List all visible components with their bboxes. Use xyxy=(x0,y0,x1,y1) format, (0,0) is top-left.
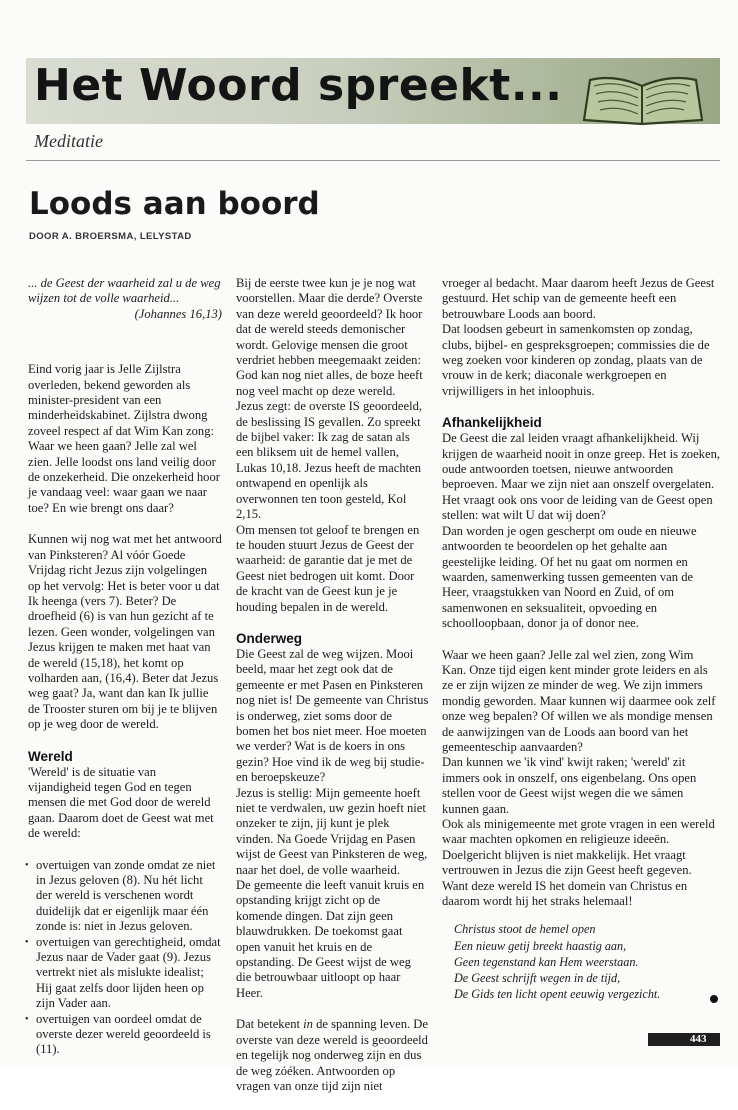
subheading-wereld: Wereld xyxy=(28,748,73,764)
paragraph: 'Wereld' is de situatie van vijandigheid tegen God en tegen mensen die met God door de wereld gaan. Daarom doet de Geest wat met de wereld: xyxy=(28,764,214,841)
text-run: Dat betekent xyxy=(236,1017,304,1032)
column-2 xyxy=(236,276,429,1110)
poem-line: Geen tegenstand kan Hem weerstaan. xyxy=(454,954,639,969)
byline: DOOR A. BROERSMA, LELYSTAD xyxy=(29,231,192,242)
end-of-article-mark xyxy=(710,995,718,1003)
closing-poem xyxy=(454,921,720,1002)
list-item: • overtuigen van gerechtigheid, omdat Jezus naar de Vader gaat (9). Jezus vertrekt niet als mislukte idealist; Hij gaat zelfs door lijden heen op zijn Vader aan. xyxy=(28,935,222,1012)
column-1 xyxy=(28,276,222,1058)
series-title: Het Woord spreekt... xyxy=(34,60,563,111)
paragraph: Om mensen tot geloof te brengen en te houden stuurt Jezus de Geest der waarheid: de garantie dat je met de Geest niet bedrogen uit komt. Door de kracht van de Geest kun je je houding bepalen in de wereld. xyxy=(236,522,420,614)
text-run: de spanning leven. De overste van deze wereld is geoordeeld en tegelijk nog onderweg zijn en dus de weg zóéken. Antwoorden op vragen van onze tijd zijn niet xyxy=(236,1017,428,1093)
paragraph: Kunnen wij nog wat met het antwoord van Pinksteren? Al vóór Goede Vrijdag richt Jezus zijn volgelingen op het vervolg: Het is beter voor u dat Ik heenga (vers 7). Beter? De droefheid (6) is van hun gezicht af te lezen. Geen wonder, volgelingen van Jezus krijgen te maken met haat van de wereld (15,18), het komt op volharden aan, (16,4). Beter dat Jezus weg gaat? Ja, want dan kan Ik jullie de Trooster sturen om bij je te blijven op je weg door de wereld. xyxy=(28,532,222,732)
poem-line: Een nieuw getij breekt haastig aan, xyxy=(454,938,627,953)
poem-line: De Gids ten licht opent eeuwig vergezicht. xyxy=(454,987,661,1002)
paragraph: Bij de eerste twee kun je je nog wat voorstellen. Maar die derde? Overste van deze wereld geoordeeld? Ik hoor dat de wereld steeds demonischer wordt. Gelovige mensen die groot verdriet hebben meegemaakt zeiden: God kan nog niet alles, de boze heeft nog veel macht op deze wereld. xyxy=(236,276,423,398)
paragraph: Jezus is stellig: Mijn gemeente hoeft niet te verdwalen, uw gezin hoeft niet onzeker te zijn, jij kunt je plek vinden. Na Goede Vrijdag en Pasen wijst de Geest van Pinksteren de weg, naar het doel, de volle waarheid. xyxy=(236,785,428,877)
poem-line: De Geest schrijft wegen in de tijd, xyxy=(454,971,621,986)
paragraph: Eind vorig jaar is Jelle Zijlstra overleden, bekend geworden als minister-president van een minderheidskabinet. Zijlstra dwong zoveel respect af dat Wim Kan zong: Waar we heen gaan? Jelle zal wel zien. Jelle loodst ons land veilig door de onzekerheid. Die onzekerheid hoor je vandaag veel: waar gaan we naar toe? En wie brengt ons daar? xyxy=(28,362,220,515)
epigraph-line: ... de Geest der waarheid zal u de weg xyxy=(28,276,221,290)
header-divider xyxy=(26,160,720,161)
poem-line: Christus stoot de hemel open xyxy=(454,922,596,937)
paragraph: Jezus zegt: de overste IS geoordeeld, de beslissing IS gevallen. Zo spreekt de bijbel vaker: Ik zag de satan als een bliksem uit de hemel vallen, Lukas 10,18. Jezus heeft de machten ontwapend en openlijk als overwonnen ten toon gesteld, Kol 2,15. xyxy=(236,399,423,522)
paragraph xyxy=(236,1017,429,1094)
list-item: • overtuigen van oordeel omdat de overste dezer wereld geoordeeld is (11). xyxy=(28,1012,222,1058)
paragraph: Waar we heen gaan? Jelle zal wel zien, zong Wim Kan. Onze tijd eigen kent minder grote leiders en als ze er zijn wijzen ze minder de weg. We zijn immers mondig geworden. Maar kunnen wij daarmee ook zelf onze weg bepalen? Of willen we als mondige mensen de aanwijzingen van de Loods aan boord van het gemeenteschip aanvaarden? xyxy=(442,647,716,754)
paragraph: Dan kunnen we 'ik vind' kwijt raken; 'wereld' zit immers ook in onszelf, ons eigenbelang. Ons open stellen voor de Geest wijst wegen die we sámen kunnen gaan. xyxy=(442,755,697,816)
section-label: Meditatie xyxy=(34,131,103,151)
subheading-onderweg: Onderweg xyxy=(236,630,303,646)
paragraph: vroeger al bedacht. Maar daarom heeft Jezus de Geest gestuurd. Het schip van de gemeente heeft een betrouwbare Loods aan boord. xyxy=(442,276,715,321)
paragraph: Ook als minigemeente met grote vragen in een wereld waar machten opkomen en religieuze ideeën. Doelgericht blijven is niet makkelijk. Het vraagt vertrouwen in Jezus die zijn Geest heeft gegeven. Want deze wereld IS het domein van Christus en daarom wordt hij het straks helemaal! xyxy=(442,817,715,909)
page-number: 443 xyxy=(690,1033,707,1045)
open-book-icon xyxy=(578,72,708,128)
paragraph: De gemeente die leeft vanuit kruis en opstanding krijgt zicht op de komende dingen. Dat zijn geen blauwdrukken. De toekomst gaat open vanuit het kruis en de opstanding. De Geest wijst de weg die betrouwbaar uitloopt op haar Heer. xyxy=(236,878,425,1000)
paragraph: De Geest die zal leiden vraagt afhankelijkheid. Wij krijgen de waarheid nooit in onze greep. Het is zoeken, oude antwoorden toetsen, nieuwe antwoorden beproeven. Maar we zijn niet aan onszelf overgelaten. Het vraagt ook ons voor de leiding van de Geest open stellen: wat wilt U dat wij doen? xyxy=(442,431,721,523)
subheading-afhankelijkheid: Afhankelijkheid xyxy=(442,415,542,431)
paragraph: Dan worden je ogen gescherpt om oude en nieuwe antwoorden te beoordelen op het gehalte aan geestelijke leiding. Of het nu gaat om normen en waarden, samenwerking tussen gemeenten van de Heer, vraagstukken van Noord en Zuid, of om samenwonen en seksualiteit, opvoeding en schoolloopbaan, donor ja of donor nee. xyxy=(442,523,697,631)
page-number-bar xyxy=(648,1033,720,1046)
column-3 xyxy=(442,276,720,1002)
epigraph-line: wijzen tot de volle waarheid... xyxy=(28,291,180,306)
bullet-list xyxy=(28,858,222,1058)
list-item: • overtuigen van zonde omdat ze niet in Jezus geloven (8). Nu hét licht der wereld is verschenen wordt duidelijk dat er eigenlijk maar één zonde is: niet in Jezus geloven. xyxy=(28,858,222,935)
epigraph-reference: (Johannes 16,13) xyxy=(134,306,222,321)
paragraph: Dat loodsen gebeurt in samenkomsten op zondag, clubs, bijbel- en gespreksgroepen; commissies die de weg zoeken voor kinderen op zondag, plaats van de vrouw in de kerk; diaconale werkgroepen en vrijwilligers in het inloophuis. xyxy=(442,322,710,398)
paragraph: Die Geest zal de weg wijzen. Mooi beeld, maar het zegt ook dat de gemeente er met Pasen en Pinksteren nog niet is! De gemeente van Christus is onderweg, ziet soms door de bomen het bos niet meer. Hoe moeten we verder? Wat is de koers in ons gezin? Hoe vind ik de weg bij studie- en beroepskeuze? xyxy=(236,646,429,785)
emphasis: in xyxy=(303,1017,313,1032)
article-title: Loods aan boord xyxy=(29,186,320,222)
